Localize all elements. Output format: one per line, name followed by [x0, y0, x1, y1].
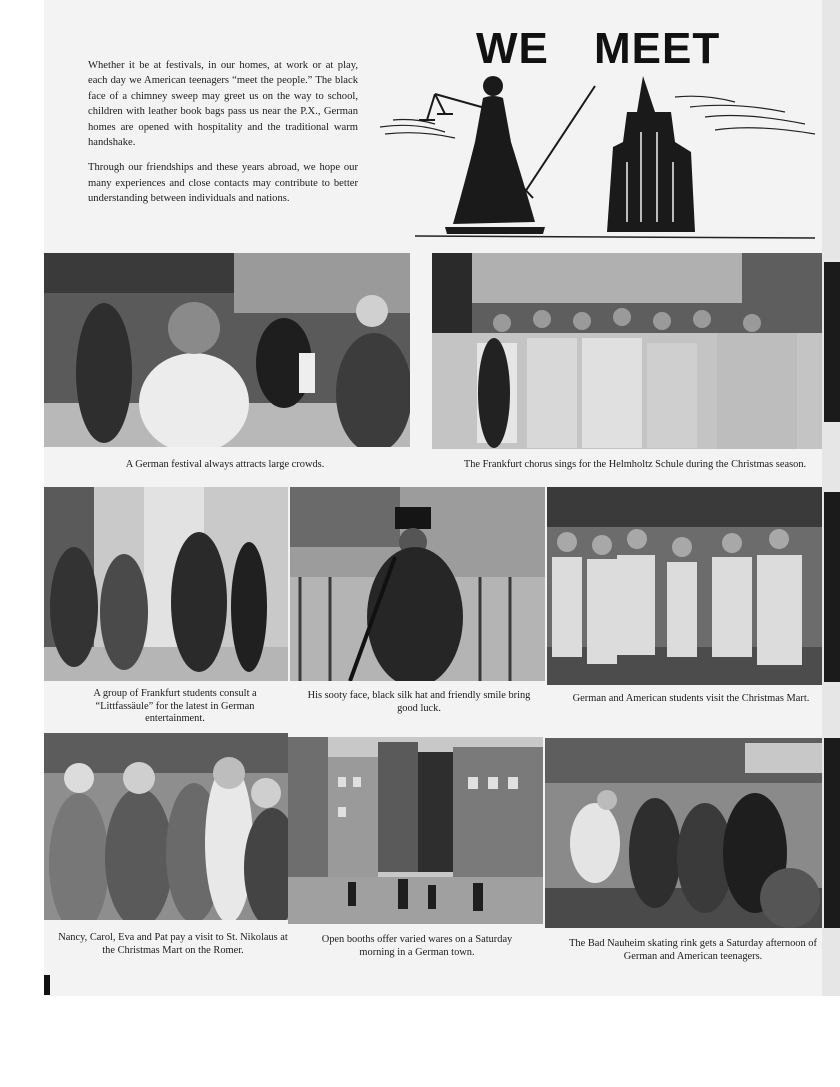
- photo-st-nikolaus: [44, 733, 288, 920]
- binding-edge: [44, 975, 50, 995]
- headline-word-we: WE: [476, 24, 549, 73]
- photo-christmas-mart: [547, 487, 822, 685]
- caption-chorus: The Frankfurt chorus sings for the Helmholtz Schule during the Christmas season.: [463, 459, 807, 470]
- headline-word-meet: MEET: [594, 24, 721, 73]
- intro-paragraph-1: Whether it be at festivals, in our homes, at work or at play, each day we American teenagers “meet the people.” The black face of a chimney sweep may greet us on the way to school, children with leather book bags pass us near the P.X., German homes are opened with hospitality and the traditional warm handshake.: [88, 60, 358, 149]
- intro-paragraph-2: Through our friendships and these years abroad, we hope our many experiences and close contacts may contribute to better understanding between individuals and nations.: [88, 162, 358, 205]
- caption-christmas-mart: German and American students visit the Christmas Mart.: [572, 693, 810, 704]
- photo-chimney-sweep: [290, 487, 545, 681]
- caption-littfassaule: A group of Frankfurt students consult a “Littfassäule” for the latest in German entertainment.: [93, 688, 257, 725]
- photo-festival-crowd: [44, 253, 410, 447]
- headline: [476, 24, 746, 74]
- caption-festival-crowd: A German festival always attracts large crowds.: [125, 459, 325, 470]
- caption-st-nikolaus: Nancy, Carol, Eva and Pat pay a visit to St. Nikolaus at the Christmas Mart on the Romer.: [58, 932, 288, 956]
- justice-and-cathedral-sketch: [375, 72, 825, 247]
- intro-text: [88, 58, 358, 217]
- caption-market-booths: Open booths offer varied wares on a Saturday morning in a German town.: [321, 934, 513, 958]
- photo-skating-rink: [545, 738, 822, 928]
- caption-chimney-sweep: His sooty face, black silk hat and friendly smile bring good luck.: [307, 690, 531, 714]
- photo-littfassaule: [44, 487, 288, 681]
- photo-chorus: [432, 253, 822, 449]
- caption-skating-rink: The Bad Nauheim skating rink gets a Saturday afternoon of German and American teenagers.: [569, 938, 817, 962]
- photo-market-booths: [288, 737, 543, 924]
